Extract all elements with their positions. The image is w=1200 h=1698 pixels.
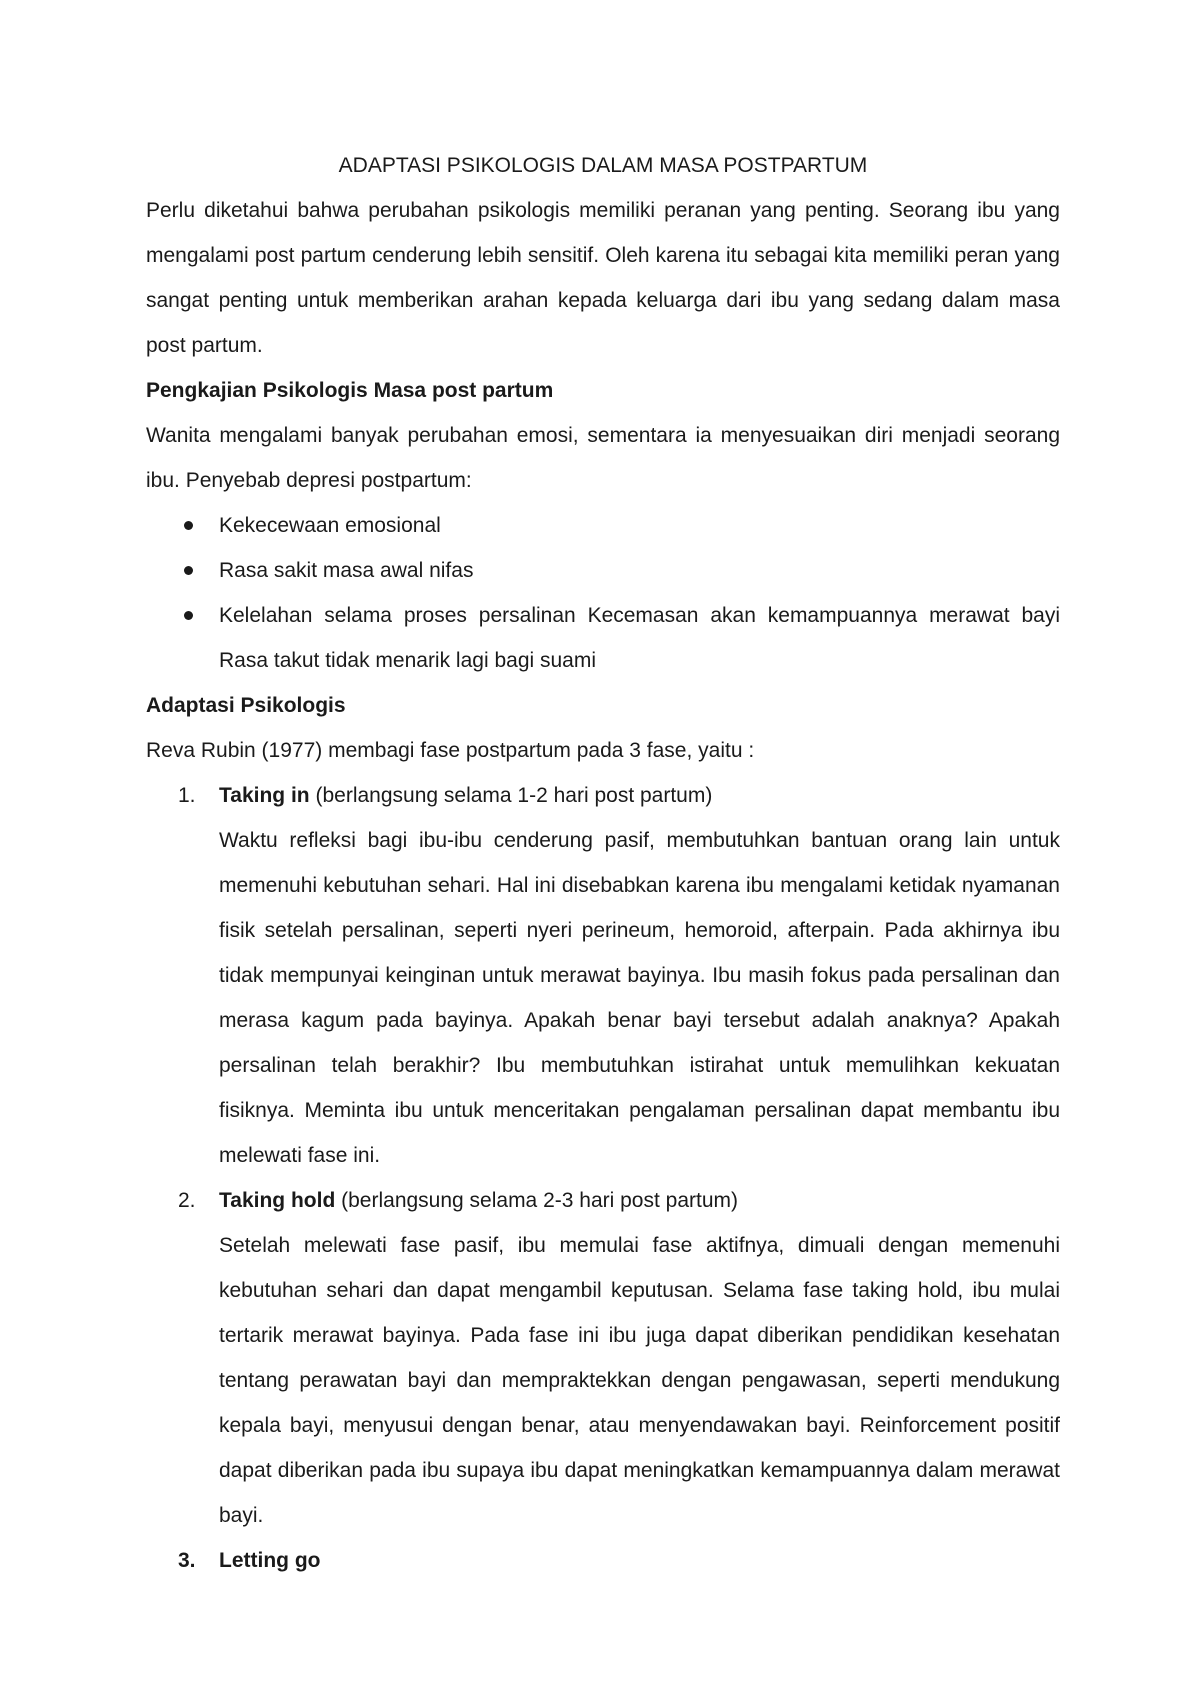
section-heading-pengkajian: Pengkajian Psikologis Masa post partum (146, 379, 554, 402)
section-paragraph-pengkajian: Wanita mengalami banyak perubahan emosi, sementara ia menyesuaikan diri menjadi seorang ibu. Penyebab depresi postpartum: (146, 424, 1060, 492)
bullet-icon (184, 611, 193, 620)
phase-item (146, 773, 1060, 1178)
phase-number: 2. (178, 1189, 196, 1212)
intro-paragraph: Perlu diketahui bahwa perubahan psikologis memiliki peranan yang penting. Seorang ibu yang mengalami post partum cenderung lebih sensitif. Oleh karena itu sebagai kita memiliki peran yang sangat penting untuk memberikan arahan kepada keluarga dari ibu yang sedang dalam masa post partum. (146, 199, 1060, 357)
phase-number: 3. (178, 1549, 196, 1572)
phase-description: Waktu refleksi bagi ibu-ibu cenderung pasif, membutuhkan bantuan orang lain untuk memenuhi kebutuhan sehari. Hal ini disebabkan karena ibu mengalami ketidak nyamanan fisik setelah persalinan, seperti nyeri perineum, hemoroid, afterpain. Pada akhirnya ibu tidak mempunyai keinginan untuk merawat bayinya. Ibu masih fokus pada persalinan dan merasa kagum pada bayinya. Apakah benar bayi tersebut adalah anaknya? Apakah persalinan telah berakhir? Ibu membutuhkan istirahat untuk memulihkan kekuatan fisiknya. Meminta ibu untuk menceritakan pengalaman persalinan dapat membantu ibu melewati fase ini. (219, 829, 1060, 1167)
phase-header (219, 1178, 1060, 1223)
phase-duration: (berlangsung selama 1-2 hari post partum) (315, 784, 713, 807)
phase-item (146, 1178, 1060, 1538)
phase-item (146, 1538, 1060, 1583)
phase-number: 1. (178, 784, 196, 807)
phase-header (219, 1538, 1060, 1583)
list-item (146, 593, 1060, 683)
phase-duration: (berlangsung selama 2-3 hari post partum) (341, 1189, 738, 1212)
list-item (146, 503, 1060, 548)
phase-header (219, 773, 1060, 818)
bullet-icon (184, 566, 193, 575)
document-title: ADAPTASI PSIKOLOGIS DALAM MASA POSTPARTUM (338, 154, 868, 177)
phase-description: Setelah melewati fase pasif, ibu memulai fase aktifnya, dimuali dengan memenuhi kebutuhan sehari dan dapat mengambil keputusan. Selama fase taking hold, ibu mulai tertarik merawat bayinya. Pada fase ini ibu juga dapat diberikan pendidikan kesehatan tentang perawatan bayi dan mempraktekkan dengan pengawasan, seperti mendukung kepala bayi, menyusui dengan benar, atau menyendawakan bayi. Reinforcement positif dapat diberikan pada ibu supaya ibu dapat meningkatkan kemampuannya dalam merawat bayi. (219, 1234, 1060, 1527)
section-paragraph-adaptasi: Reva Rubin (1977) membagi fase postpartum pada 3 fase, yaitu : (146, 739, 755, 762)
cause-list (146, 503, 1060, 683)
list-item-text: Rasa sakit masa awal nifas (219, 559, 474, 582)
section-heading-adaptasi: Adaptasi Psikologis (146, 694, 346, 717)
phase-name: Letting go (219, 1549, 321, 1572)
phase-name: Taking in (219, 784, 310, 807)
list-item (146, 548, 1060, 593)
list-item-text: Kekecewaan emosional (219, 514, 441, 537)
document-body (146, 146, 1060, 1583)
list-item-text: Kelelahan selama proses persalinan Kecemasan akan kemampuannya merawat bayi Rasa takut tidak menarik lagi bagi suami (219, 604, 1060, 672)
bullet-icon (184, 521, 193, 530)
phase-name: Taking hold (219, 1189, 336, 1212)
phase-list (146, 773, 1060, 1583)
